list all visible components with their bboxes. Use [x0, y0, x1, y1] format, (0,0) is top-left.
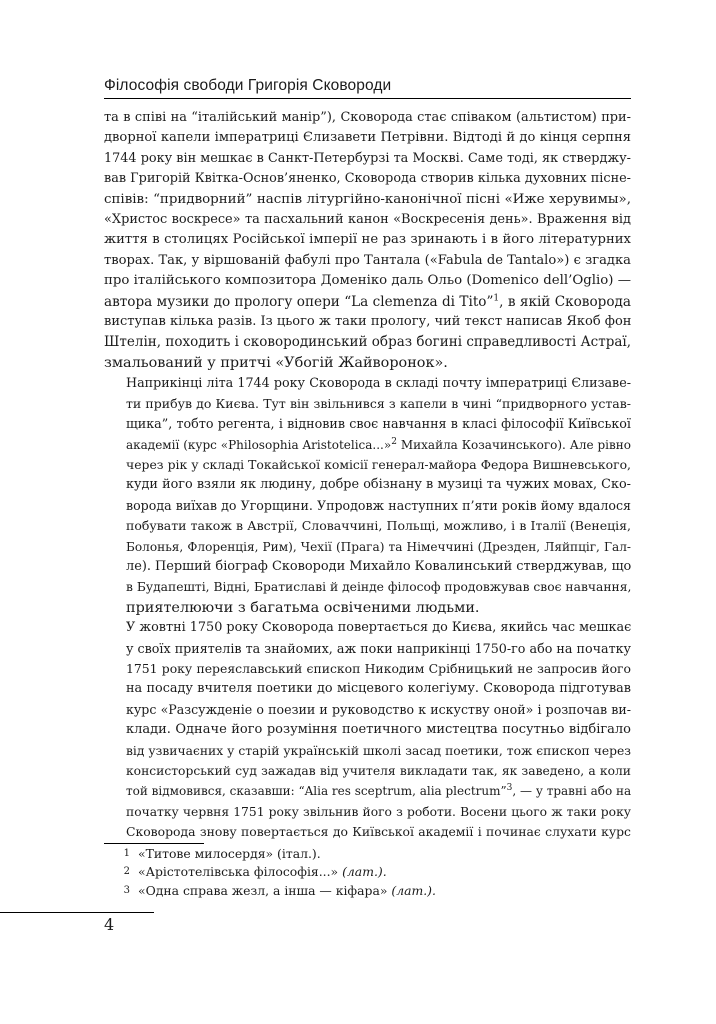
footnote-3 — [104, 882, 631, 900]
text-line: консисторський суд зажадав від учителя викладати так, як заведено, а коли — [126, 764, 631, 778]
footnote-marker: 3 — [506, 783, 513, 794]
text-line: життя в столицях Російської імперії не раз зринають і в його літературних — [104, 232, 631, 248]
text-line: 1744 року він мешкає в Санкт-Петербурзі та Москві. Саме тоді, як стверджу- — [104, 150, 631, 166]
footnote-text: «Титове милосердя» (італ.). — [138, 846, 321, 861]
text-line: та в співі на “італійський манір”), Сковорода стає співаком (альтистом) при- — [104, 110, 631, 125]
text-line: на посаду вчителя поетики до місцевого колегіуму. Сковорода підготував — [126, 681, 631, 697]
text-line: «Христос воскресе» та пасхальний канон «Воскресенія день». Враження від — [104, 212, 631, 228]
text-line: Сковорода знову повертається до Київської академії і починає слухати курс — [126, 824, 631, 840]
text-line: творах. Так, у віршованій фабулі про Тантала («Fabula de Tantalo») є згадка — [104, 252, 631, 268]
paragraph-3 — [104, 618, 631, 842]
text-line: від узвичаєних у старій українській школі засад поетики, тож єпископ через — [126, 743, 631, 758]
text-line: куди його взяли як людину, добре обізнану в музиці та чужих мовах, Ско- — [126, 477, 631, 493]
text-line: клади. Одначе його розуміння поетичного мистецтва посутньо відбігало — [126, 722, 631, 738]
text-line: щика”, тобто регента, і відновив своє навчання в класі філософії Київської — [126, 416, 631, 432]
footnote-text: «Арістотелівська філософія...» — [138, 864, 343, 880]
text-line: академії (курс «Philosophia Aristotelica...»$^2$ Михайла Козачинського). Але рівно — [126, 436, 631, 452]
paragraph-2 — [104, 373, 631, 618]
text-line: ворода виїхав до Угорщини. Упродовж наступних п’яти років йому вдалося — [126, 497, 631, 513]
page-number: 4 — [104, 915, 115, 934]
text-line: співів: “придворний” наспів літургійно-канонічної пісні «Иже херувимы», — [104, 191, 631, 207]
text-line: ле). Перший біограф Сковороди Михайло Ковалинський стверджував, що — [126, 558, 632, 574]
body-text — [104, 108, 631, 843]
footnote-number: 2 — [123, 866, 130, 878]
footnotes — [104, 845, 631, 900]
text-line: дворної капели імператриці Єлизавети Петрівни. Відтоді й до кінця серпня — [104, 130, 631, 146]
text-line: Штелін, походить і сковородинський образ богині справедливості Астраї, — [104, 334, 631, 351]
text-line: побувати також в Австрії, Словаччині, Польщі, можливо, і в Італії (Венеція, — [126, 518, 631, 534]
text-line: курс «Разсужденіе о поезии и руководство к искуству оной» і розпочав ви- — [126, 701, 631, 717]
page-number-rule — [0, 912, 154, 913]
text-line: про італійського композитора Доменіко даль Ольо (Domenico dell’Oglio) — — [104, 273, 631, 289]
footnote-number: 3 — [123, 884, 130, 896]
header-rule — [104, 98, 631, 99]
text-line: той відмовився, сказавши: “Alia res sceptrum, alia plectrum”$^3$, — у травні або на — [126, 783, 632, 799]
running-header — [104, 76, 631, 96]
footnote-marker: 2 — [391, 436, 397, 447]
text-line: змальований у притчі «Убогій Жайворонок». — [104, 354, 448, 371]
footnote-separator — [104, 843, 204, 844]
footnote-lang: (лат.). — [391, 882, 436, 898]
header-title: Філософія свободи Григорія Сковороди — [104, 77, 392, 94]
text-line: виступав кілька разів. Із цього ж таки прологу, чий текст написав Якоб фон — [104, 314, 632, 330]
footnote-lang: (лат.). — [342, 864, 387, 880]
text-line: автора музики до прологу опери “La clemenza di Tito”$^1$, в якій Сковорода — [104, 293, 631, 310]
paragraph-1 — [104, 108, 631, 373]
text-line: Наприкінці літа 1744 року Сковорода в складі почту імператриці Єлизаве- — [126, 375, 631, 391]
footnote-marker: 1 — [493, 293, 500, 304]
footnote-2 — [104, 863, 631, 881]
text-line: приятелюючи з багатьма освіченими людьми. — [126, 599, 480, 616]
text-line: 1751 року переяславський єпископ Никодим Срібницький не запросив його — [126, 660, 631, 676]
text-line: у своїх приятелів та знайомих, аж поки наприкінці 1750-го або на початку — [126, 640, 631, 656]
text-line: в Будапешті, Відні, Братиславі й деінде філософ продовжував своє навчання, — [126, 580, 632, 595]
text-line: початку червня 1751 року звільнив його з роботи. Восени цього ж таки року — [126, 804, 631, 819]
footnote-1 — [104, 845, 631, 863]
text-line: через рік у складі Токайської комісії генерал-майора Федора Вишневського, — [126, 456, 631, 472]
footnote-number: 1 — [123, 848, 130, 859]
text-line: ти прибув до Києва. Тут він звільнився з капели в чині “придворного устав- — [126, 395, 631, 411]
footnote-text: «Одна справа жезл, а інша — кіфара» — [138, 882, 392, 898]
text-line: Болонья, Флоренція, Рим), Чехії (Прага) та Німеччині (Дрезден, Ляйпціг, Гал- — [126, 539, 631, 554]
text-line: У жовтні 1750 року Сковорода повертається до Києва, якийсь час мешкає — [126, 620, 632, 636]
text-line: вав Григорій Квітка-Основ’яненко, Сковорода створив кілька духовних пісне- — [104, 171, 631, 187]
